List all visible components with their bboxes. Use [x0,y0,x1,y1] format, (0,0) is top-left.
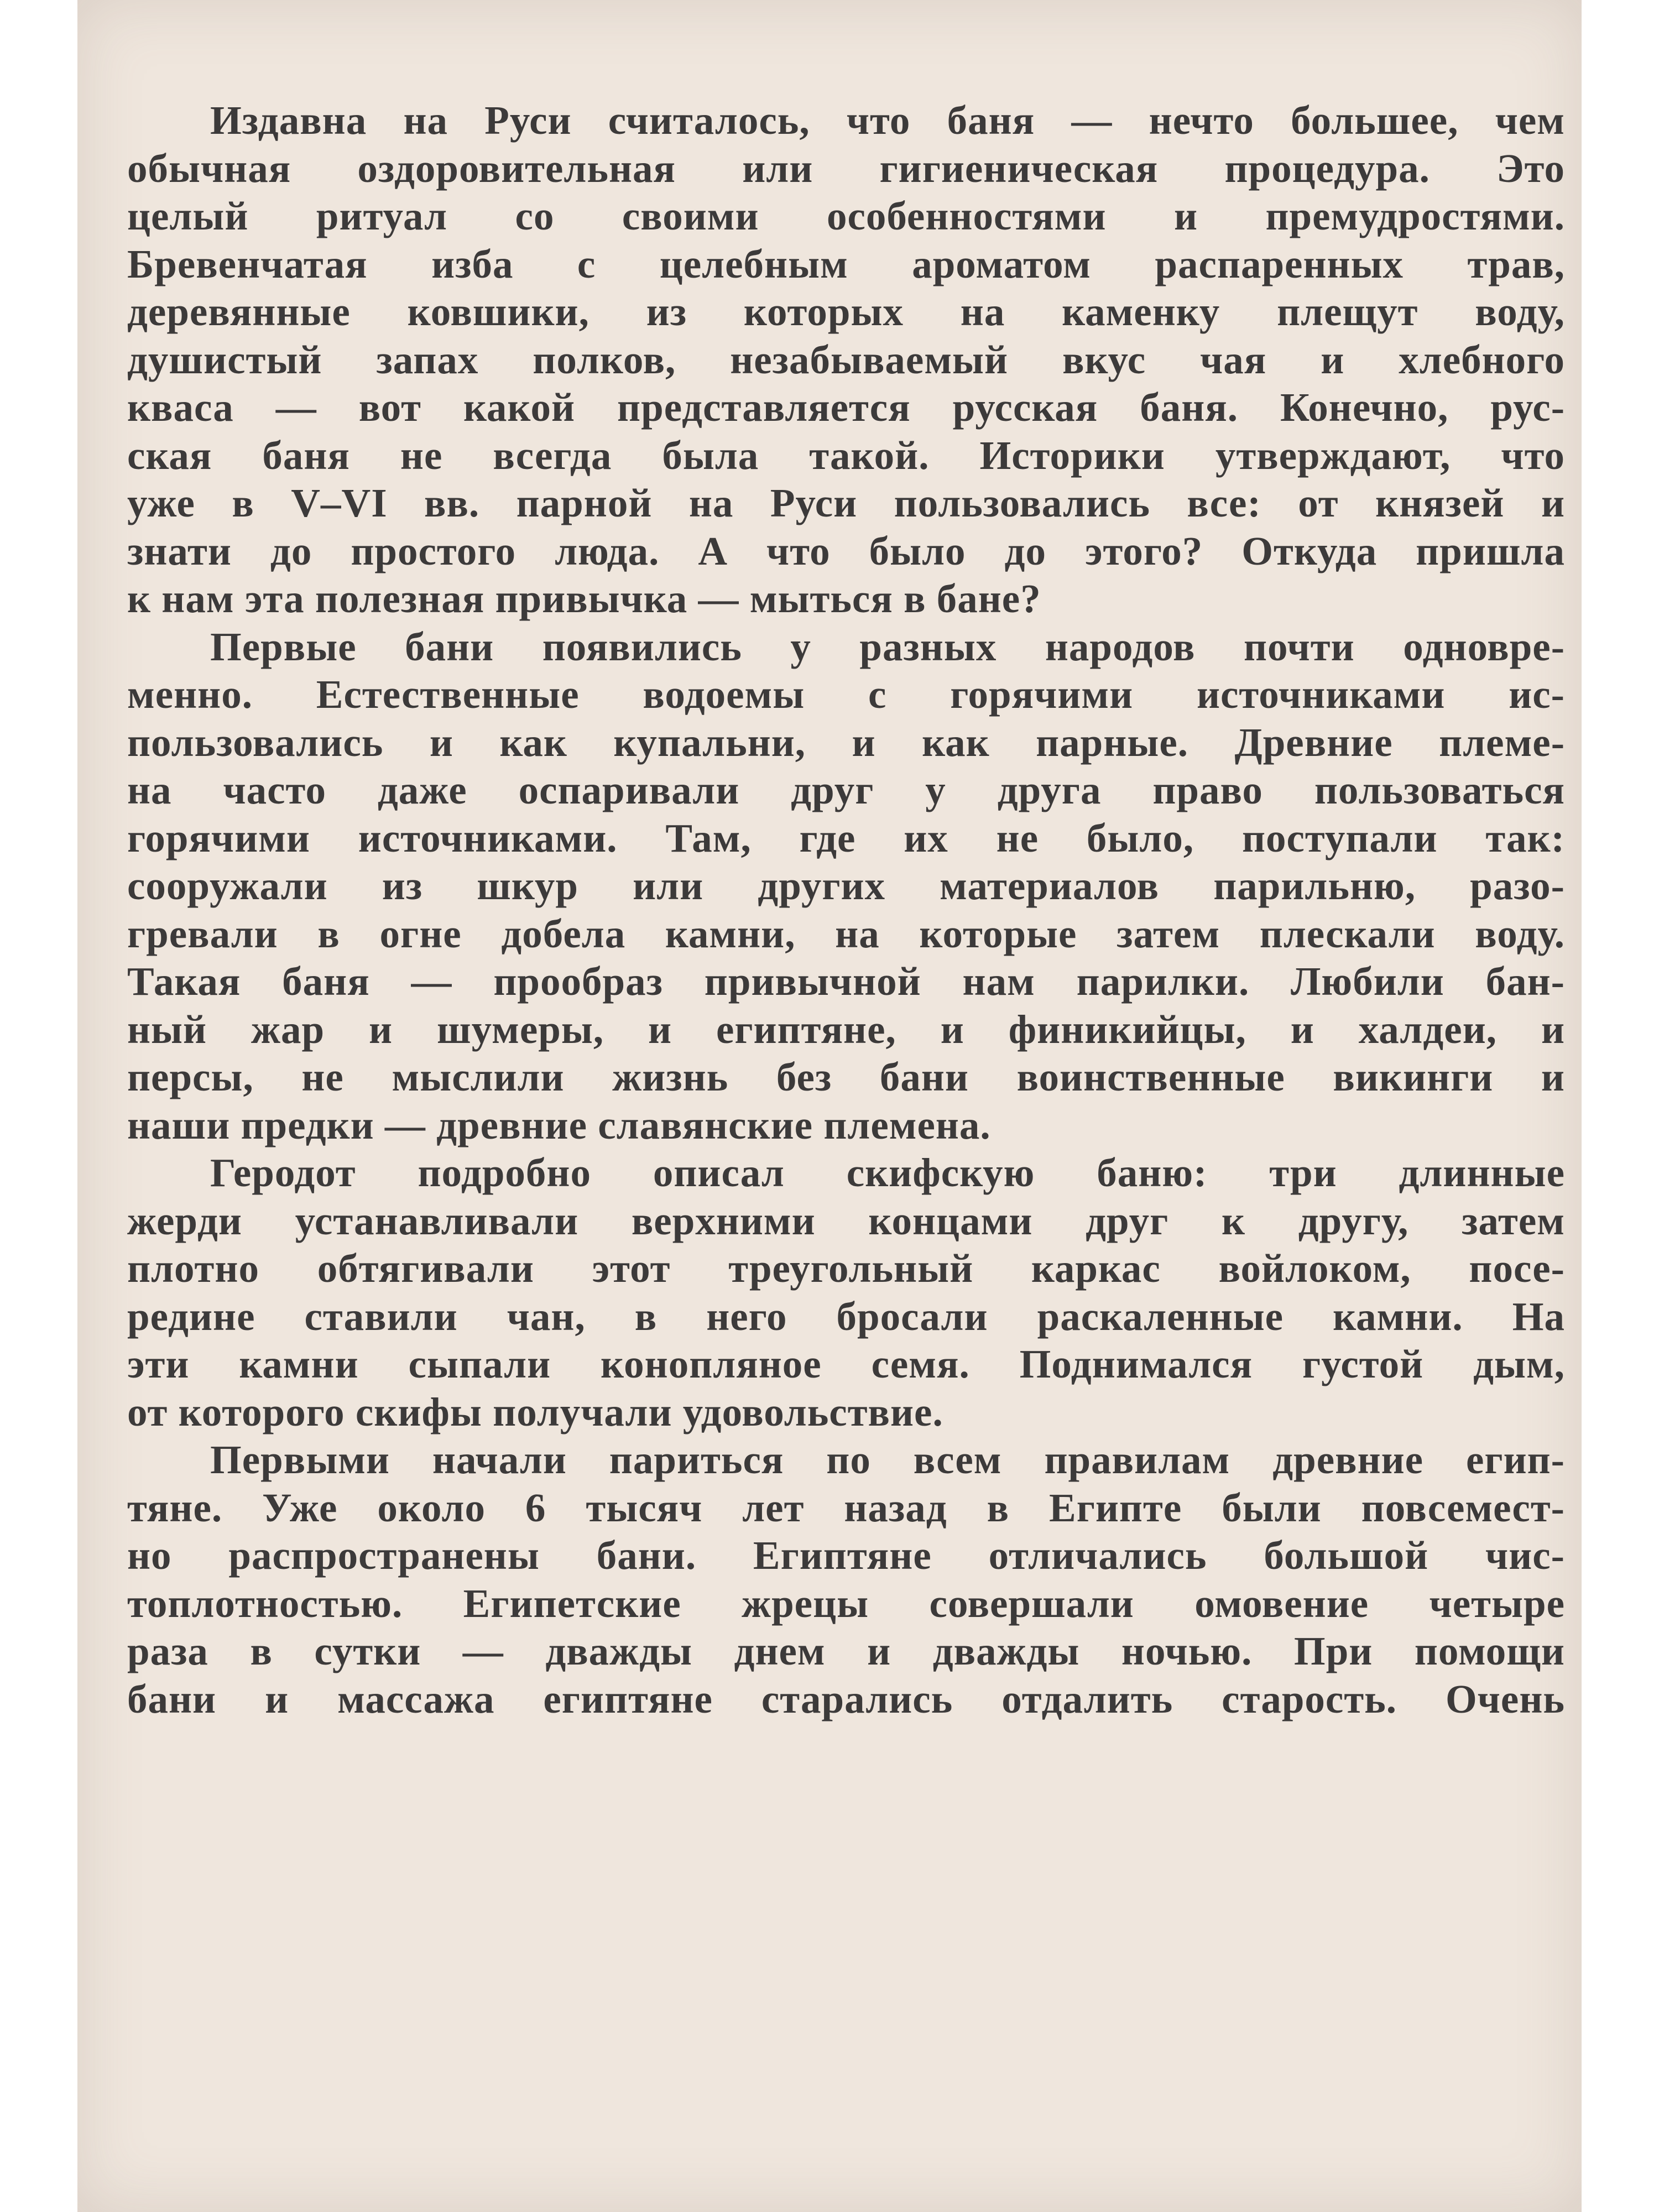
paragraph-4 [127,1436,1565,1723]
text-line: знати до простого люда. А что было до этого? Откуда пришла [127,528,1565,573]
text-line: целый ритуал со своими особенностями и премудростями. [127,194,1565,238]
paragraph-1 [127,97,1565,623]
text-line: менно. Естественные водоемы с горячими источниками ис- [127,672,1565,717]
paragraph-3 [127,1149,1565,1436]
text-line: Издавна на Руси считалось, что баня — нечто большее, чем [210,98,1565,143]
text-line: редине ставили чан, в него бросали раскаленные камни. На [127,1293,1565,1339]
text-line: гревали в огне добела камни, на которые затем плескали воду. [127,911,1565,956]
text-line: раза в сутки — дважды днем и дважды ночью. При помощи [127,1629,1565,1673]
text-line: ный жар и шумеры, и египтяне, и финикийцы, и халдеи, и [127,1006,1565,1052]
text-line: плотно обтягивали этот треугольный каркас войлоком, посе- [127,1246,1565,1291]
text-line: горячими источниками. Там, где их не было, поступали так: [127,815,1565,860]
page-text [127,97,1565,1723]
text-line: эти камни сыпали конопляное семя. Поднимался густой дым, [127,1342,1565,1386]
text-line: топлотностью. Египетские жрецы совершали омовение четыре [127,1580,1565,1626]
text-line: сооружали из шкур или других материалов парильню, разо- [127,863,1565,908]
text-line: персы, не мыслили жизнь без бани воинственные викинги и [127,1055,1565,1099]
text-line: но распространены бани. Египтяне отличались большой чис- [127,1533,1565,1578]
text-line: от которого скифы получали удовольствие. [127,1389,943,1434]
text-line: Первыми начали париться по всем правилам древние егип- [210,1437,1565,1482]
text-line: на часто даже оспаривали друг у друга право пользоваться [127,768,1565,812]
text-line: Геродот подробно описал скифскую баню: три длинные [210,1150,1565,1195]
text-line: жерди устанавливали верхними концами друг к другу, затем [127,1198,1565,1243]
text-line: Такая баня — прообраз привычной нам парилки. Любили бан- [127,959,1565,1004]
text-line: к нам эта полезная привычка — мыться в бане? [127,576,1041,621]
text-line: обычная оздоровительная или гигиеническая процедура. Это [127,145,1565,191]
text-line: ская баня не всегда была такой. Историки утверждают, что [127,432,1565,478]
text-line: Бревенчатая изба с целебным ароматом распаренных трав, [127,241,1565,286]
text-line: бани и массажа египтяне старались отдалить старость. Очень [127,1676,1565,1721]
text-line: деревянные ковшики, из которых на каменку плещут воду, [127,289,1565,334]
text-line: пользовались и как купальни, и как парные. Древние племе- [127,719,1565,765]
text-line: Первые бани появились у разных народов почти одновре- [210,624,1565,669]
text-line: тяне. Уже около 6 тысяч лет назад в Египте были повсемест- [127,1485,1565,1530]
paragraph-2 [127,623,1565,1150]
text-line: душистый запах полков, незабываемый вкус чая и хлебного [127,337,1565,382]
text-line: наши предки — древние славянские племена. [127,1102,991,1147]
book-page [77,0,1582,2212]
text-line: уже в V–VI вв. парной на Руси пользовались все: от князей и [127,481,1565,525]
text-line: кваса — вот какой представляется русская баня. Конечно, рус- [127,385,1565,430]
